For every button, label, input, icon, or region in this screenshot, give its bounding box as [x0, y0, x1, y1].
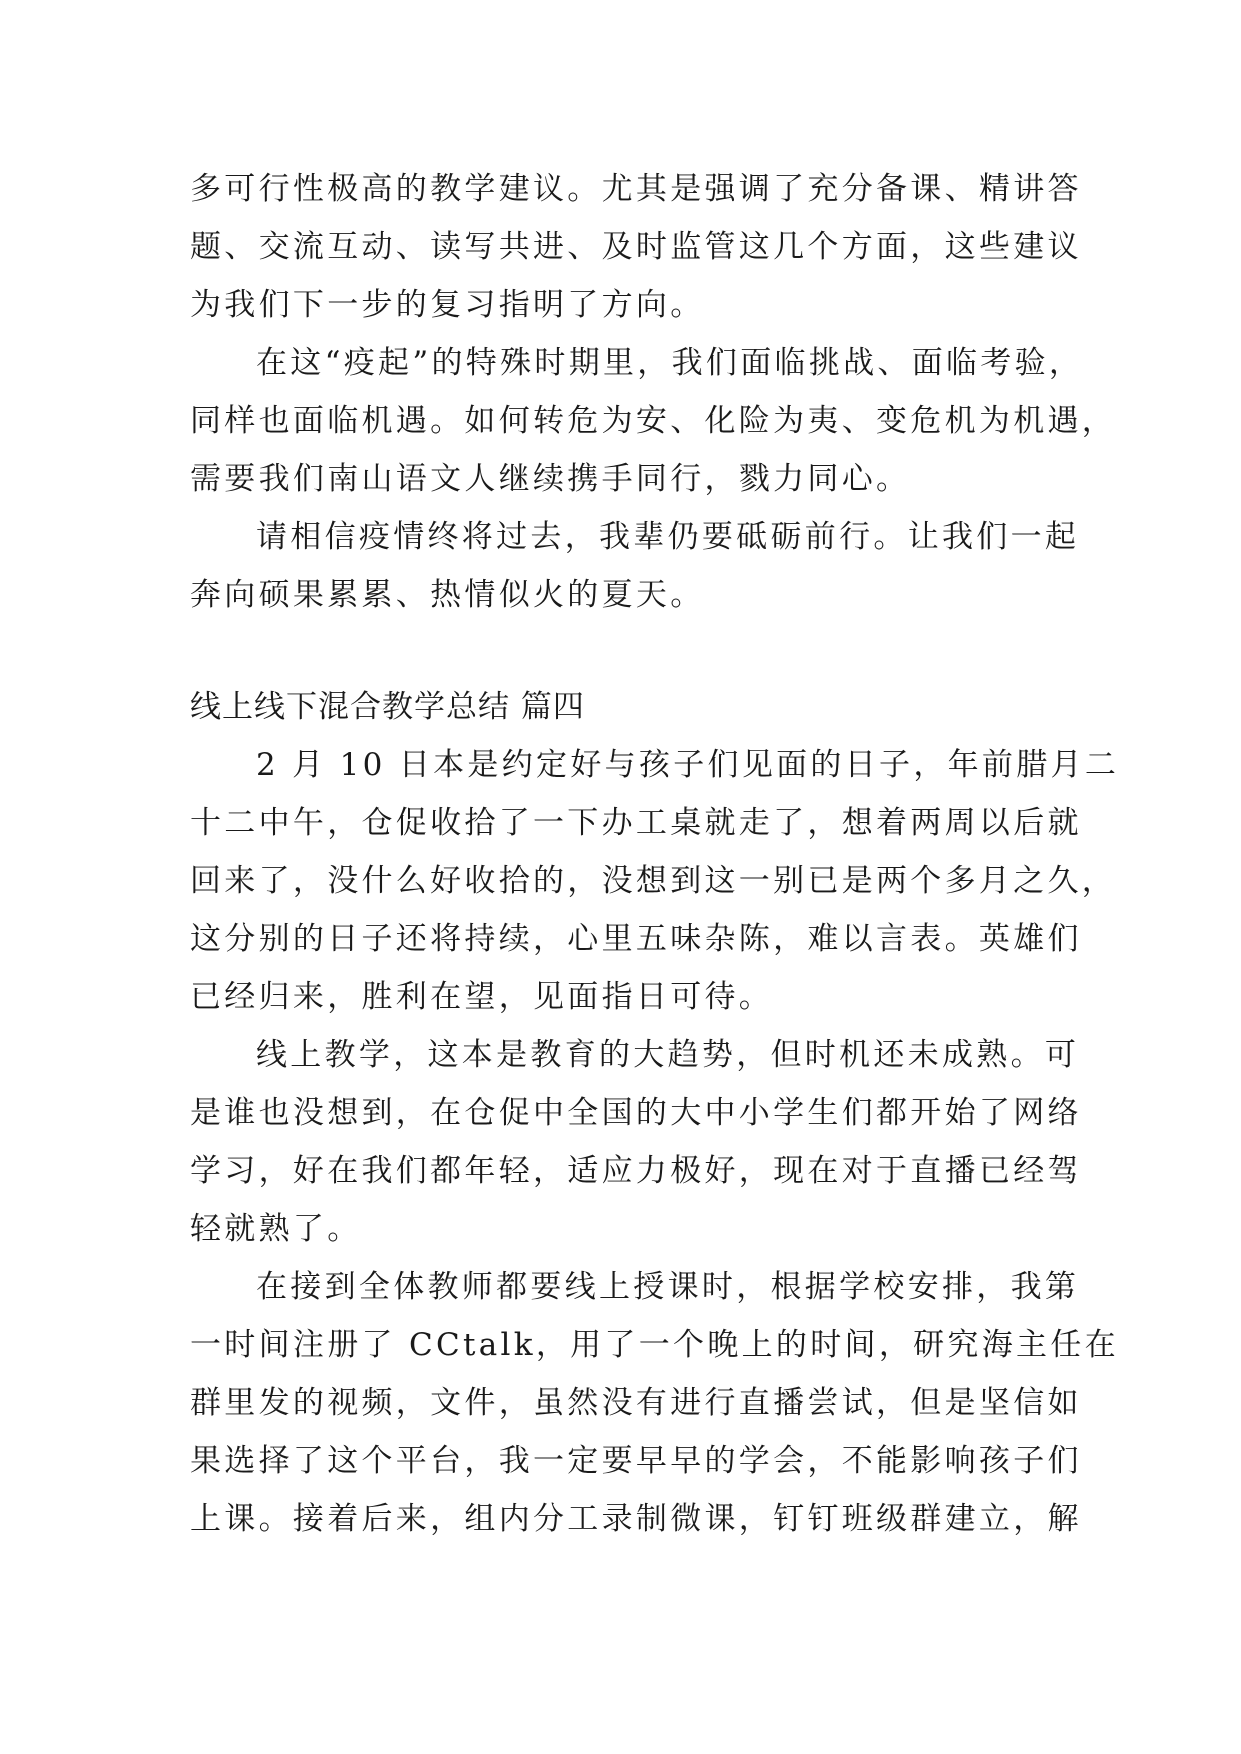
paragraph-line: 果选择了这个平台，我一定要早早的学会，不能影响孩子们: [190, 1443, 1082, 1479]
section-gap: [190, 624, 1060, 678]
paragraph-line: 奔向硕果累累、热情似火的夏天。: [190, 577, 705, 613]
paragraph-line: 十二中午，仓促收拾了一下办工桌就走了，想着两周以后就: [190, 805, 1082, 841]
paragraph-line: 是谁也没想到，在仓促中全国的大中小学生们都开始了网络: [190, 1095, 1082, 1131]
section-3-continued: [190, 160, 1117, 624]
paragraph-line: 同样也面临机遇。如何转危为安、化险为夷、变危机为机遇，: [190, 403, 1117, 439]
paragraph-line: 请相信疫情终将过去，我辈仍要砥砺前行。让我们一起: [256, 519, 1080, 555]
paragraph-line: 题、交流互动、读写共进、及时监管这几个方面，这些建议: [190, 229, 1082, 265]
paragraph-line: 线上教学，这本是教育的大趋势，但时机还未成熟。可: [256, 1037, 1080, 1073]
paragraph-line: 这分别的日子还将持续，心里五味杂陈，难以言表。英雄们: [190, 921, 1082, 957]
paragraph-line: 回来了，没什么好收拾的，没想到这一别已是两个多月之久，: [190, 863, 1117, 899]
paragraph-line: 2 月 10 日本是约定好与孩子们见面的日子，年前腊月二: [256, 747, 1120, 783]
paragraph-line: 多可行性极高的教学建议。尤其是强调了充分备课、精讲答: [190, 171, 1082, 207]
document-body: [190, 160, 1120, 1548]
paragraph-line: 上课。接着后来，组内分工录制微课，钉钉班级群建立，解: [190, 1501, 1082, 1537]
paragraph-line: 轻就熟了。: [190, 1211, 362, 1247]
paragraph-line: 在接到全体教师都要线上授课时，根据学校安排，我第: [256, 1269, 1080, 1305]
paragraph-line: 需要我们南山语文人继续携手同行，戮力同心。: [190, 461, 911, 497]
paragraph-line: 为我们下一步的复习指明了方向。: [190, 287, 705, 323]
paragraph-line: 已经归来，胜利在望，见面指日可待。: [190, 979, 774, 1015]
paragraph-line: 一时间注册了 CCtalk，用了一个晚上的时间，研究海主任在: [190, 1327, 1119, 1363]
paragraph-line: 学习，好在我们都年轻，适应力极好，现在对于直播已经驾: [190, 1153, 1082, 1189]
section-heading: 线上线下混合教学总结 篇四: [190, 689, 585, 725]
section-4: [190, 678, 1120, 1548]
paragraph-line: 在这“疫起”的特殊时期里，我们面临挑战、面临考验，: [256, 345, 1084, 381]
paragraph-line: 群里发的视频，文件，虽然没有进行直播尝试，但是坚信如: [190, 1385, 1082, 1421]
